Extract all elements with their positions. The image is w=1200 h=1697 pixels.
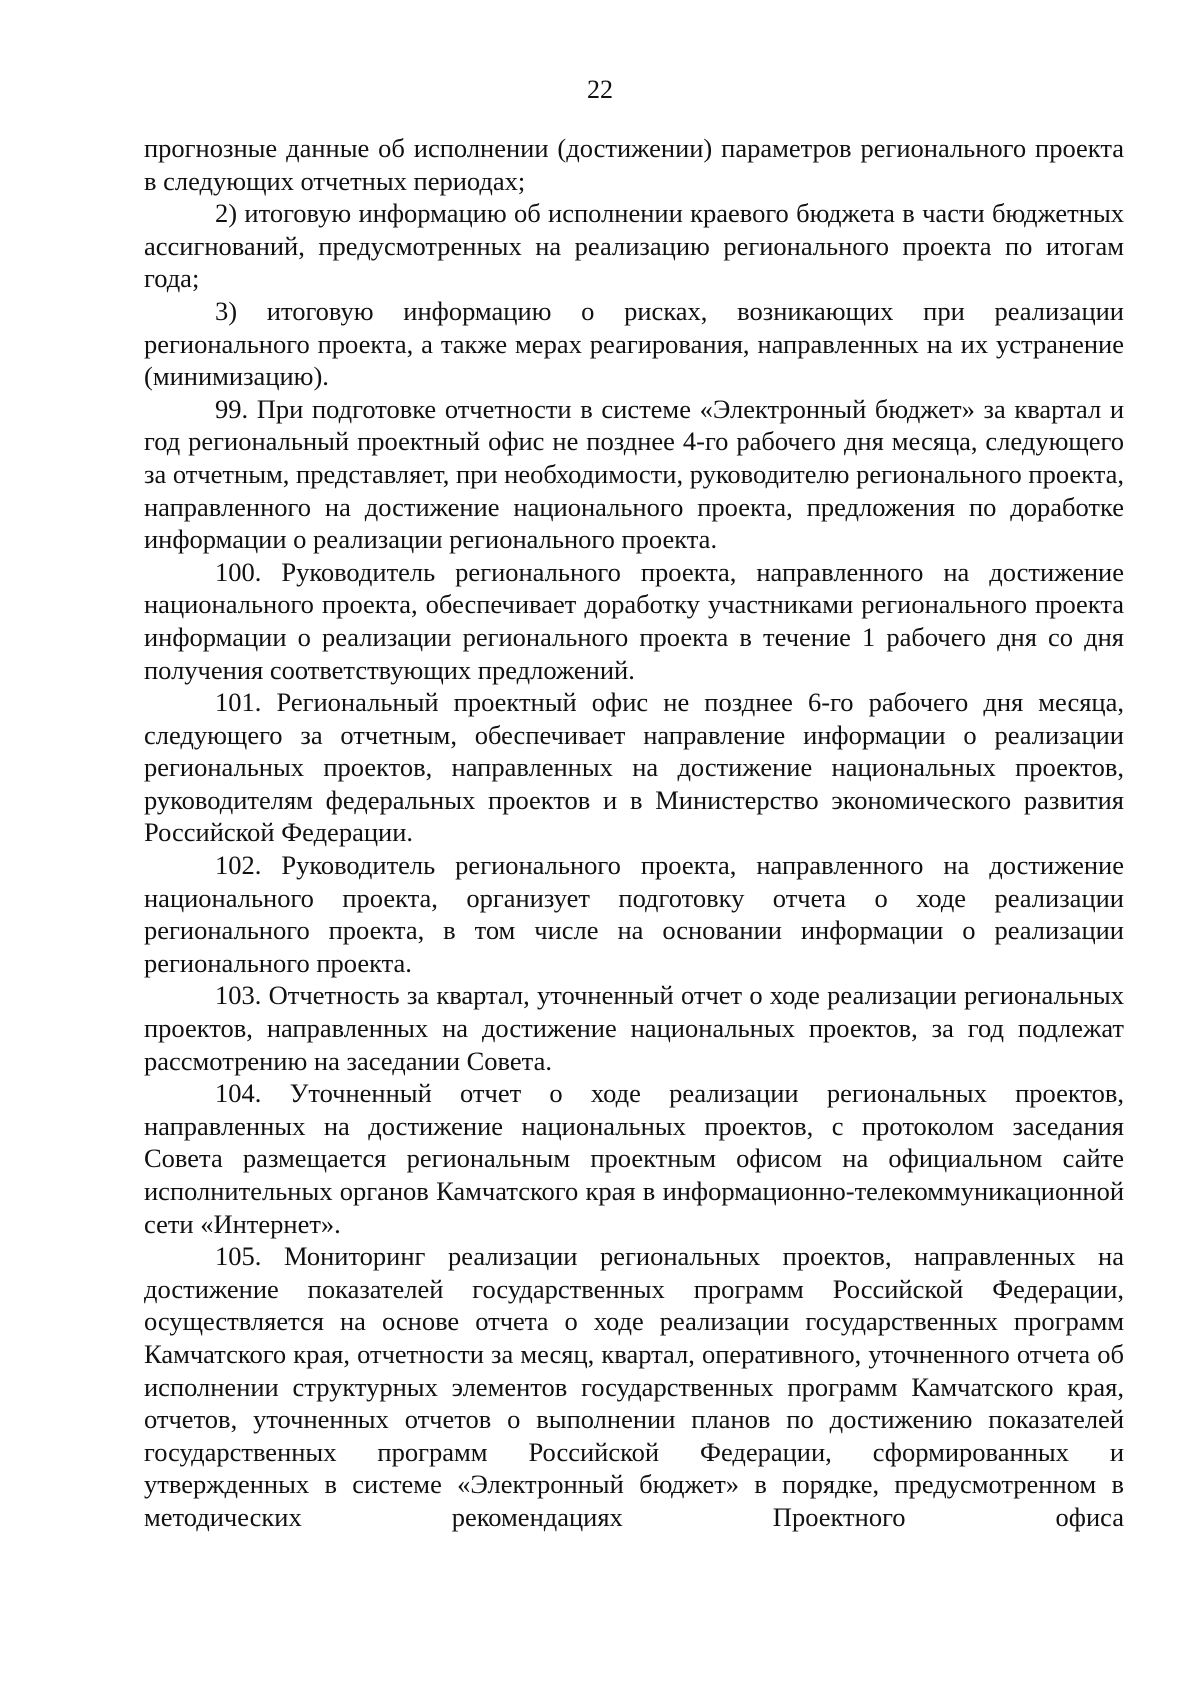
paragraph-105: 105. Мониторинг реализации региональных проектов, направленных на достижение показателей государственных программ Российской Федерации, осуществляется на основе отчета о ходе реализации государственных программ Камчатского края, отчетности за месяц, квартал, оперативного, уточненного отчета об исполнении структурных элементов государственных программ Камчатского края, отчетов, уточненных отчетов о выполнении планов по достижению показателей государственных программ Российской Федерации, сформированных и утвержденных в системе «Электронный бюджет» в порядке, предусмотренном в методических рекомендациях Проектного офиса	[144, 1241, 1124, 1532]
paragraph-item-2: 2) итоговую информацию об исполнении краевого бюджета в части бюджетных ассигнований, предусмотренных на реализацию регионального проекта по итогам года;	[144, 198, 1124, 294]
paragraph-99: 99. При подготовке отчетности в системе «Электронный бюджет» за квартал и год региональный проектный офис не позднее 4-го рабочего дня месяца, следующего за отчетным, представляет, при необходимости, руководителю регионального проекта, направленного на достижение национального проекта, предложения по доработке информации о реализации регионального проекта.	[144, 393, 1124, 555]
paragraph-103: 103. Отчетность за квартал, уточненный отчет о ходе реализации региональных проектов, направленных на достижение национальных проектов, за год подлежат рассмотрению на заседании Совета.	[144, 980, 1124, 1076]
paragraph-100: 100. Руководитель регионального проекта, направленного на достижение национального проекта, обеспечивает доработку участниками регионального проекта информации о реализации регионального проекта в течение 1 рабочего дня со дня получения соответствующих предложений.	[144, 556, 1124, 685]
page-number: 22	[587, 75, 613, 104]
paragraph-104: 104. Уточненный отчет о ходе реализации региональных проектов, направленных на достижение национальных проектов, с протоколом заседания Совета размещается региональным проектным офисом на официальном сайте исполнительных органов Камчатского края в информационно-телекоммуникационной сети «Интернет».	[144, 1078, 1124, 1239]
paragraph-102: 102. Руководитель регионального проекта, направленного на достижение национального проекта, организует подготовку отчета о ходе реализации регионального проекта, в том числе на основании информации о реализации регионального проекта.	[144, 850, 1124, 978]
paragraph-item-3: 3) итоговую информацию о рисках, возникающих при реализации регионального проекта, а также мерах реагирования, направленных на их устранение (минимизацию).	[144, 295, 1124, 392]
document-body	[144, 132, 1124, 1534]
paragraph-forecast-data: прогнозные данные об исполнении (достижении) параметров регионального проекта в следующих отчетных периодах;	[144, 133, 1124, 196]
paragraph-101: 101. Региональный проектный офис не позднее 6-го рабочего дня месяца, следующего за отчетным, обеспечивает направление информации о реализации региональных проектов, направленных на достижение национальных проектов, руководителям федеральных проектов и в Министерство экономического развития Российской Федерации.	[144, 687, 1124, 848]
